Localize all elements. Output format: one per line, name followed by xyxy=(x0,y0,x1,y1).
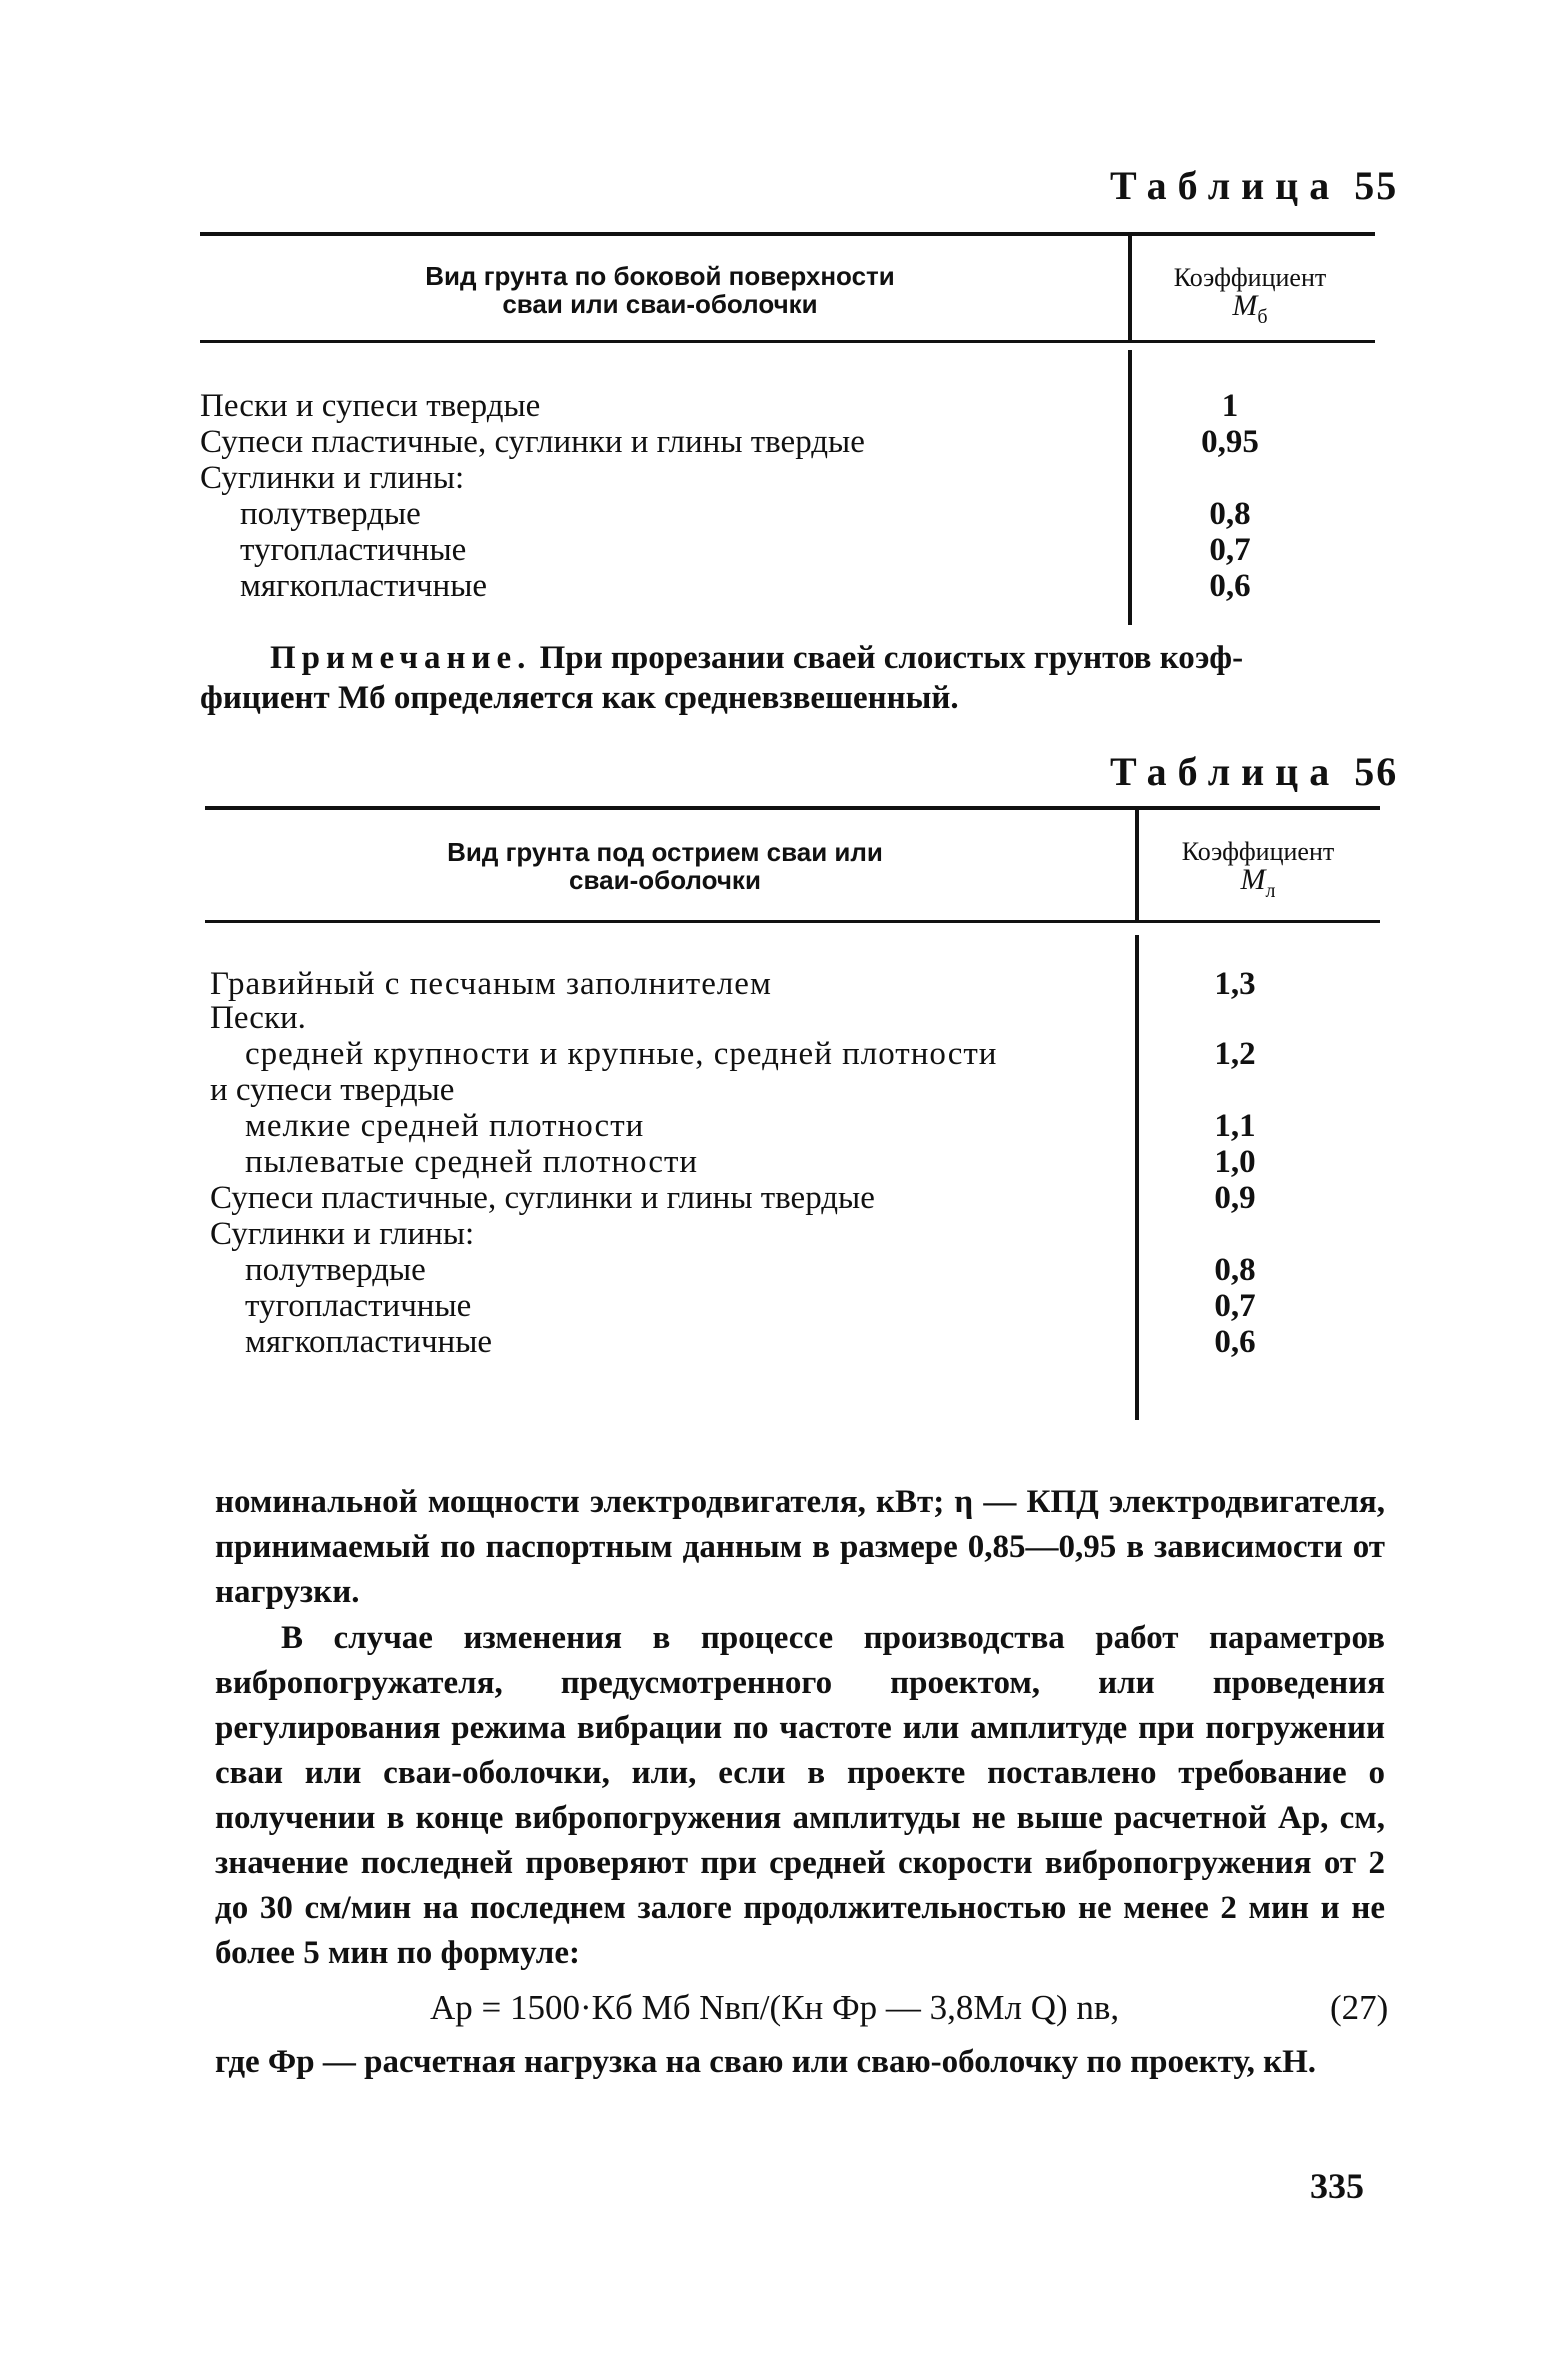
table55-body-divider xyxy=(1128,350,1132,625)
table56-row-label: Суглинки и глины: xyxy=(210,1216,475,1252)
table55-row-label: мягкопластичные xyxy=(240,568,488,604)
table55-top-rule xyxy=(200,232,1375,236)
table56-row-value: 0,8 xyxy=(1214,1252,1256,1288)
table55-header-divider xyxy=(1128,236,1132,340)
table55-row-value: 0,95 xyxy=(1201,424,1259,460)
table55-col1-header: Вид грунта по боковой поверхности сваи или сваи-оболочки xyxy=(425,261,895,319)
table56-top-rule xyxy=(205,806,1380,810)
table55-row-value: 1 xyxy=(1221,388,1239,424)
table56-row-label: средней крупности и крупные, средней плотности xyxy=(245,1036,998,1072)
table55-note-cont: фициент Мб определяется как средневзвешенный. xyxy=(200,680,959,716)
body-paragraph-2: В случае изменения в процессе производства работ параметров вибропогружателя, предусмотренного проектом, или проведения регулирования режима вибрации по частоте или амплитуде при погружении сваи или сваи-оболочки, или, если в проекте поставлено требование о получении в конце вибропогружения амплитуды не выше расчетной Ар, см, значение последней проверяют при средней скорости вибропогружения от 2 до 30 см/мин на последнем залоге продолжительностью не менее 2 мин и не более 5 мин по формуле: xyxy=(215,1620,1385,1971)
table55-col2-header: Коэффициент $M_б$ xyxy=(1173,263,1327,328)
table55-row-label: Пески и супеси твердые xyxy=(200,388,541,424)
table56-row-label: Супеси пластичные, суглинки и глины твердые xyxy=(210,1180,875,1216)
table56-col2-header: Коэффициент $M_л$ xyxy=(1181,837,1335,902)
table56-row-label: и супеси твердые xyxy=(210,1072,455,1108)
table56-header-rule xyxy=(205,920,1380,923)
table55-row-value: 0,8 xyxy=(1209,496,1251,532)
table56-row-value: 1,3 xyxy=(1214,966,1256,1002)
body-paragraph-3: где Фр — расчетная нагрузка на сваю или сваю-оболочку по проекту, кН. xyxy=(215,2044,1317,2080)
table56-row-label: пылеватые средней плотности xyxy=(245,1144,699,1180)
table56-body-divider xyxy=(1135,935,1139,1420)
table55-row-label: Супеси пластичные, суглинки и глины твердые xyxy=(200,424,865,460)
table56-row-value: 0,9 xyxy=(1214,1180,1256,1216)
formula-number: (27) xyxy=(1330,1988,1389,2027)
table56-row-value: 1,0 xyxy=(1214,1144,1256,1180)
table55-caption: Таблица 55 xyxy=(1110,163,1399,208)
table55-row-value: 0,7 xyxy=(1209,532,1251,568)
table55-row-label: Суглинки и глины: xyxy=(200,460,465,496)
table56-row-value: 0,7 xyxy=(1214,1288,1256,1324)
table56-header-divider xyxy=(1135,810,1139,920)
table55-row-value: 0,6 xyxy=(1209,568,1251,604)
table56-row-value: 1,2 xyxy=(1214,1036,1256,1072)
body-paragraph-1: номинальной мощности электродвигателя, кВт; η — КПД электродвигателя, принимаемый по паспортным данным в размере 0,85—0,95 в зависимости от нагрузки. xyxy=(215,1484,1385,1610)
table56-row-label: Пески. xyxy=(210,1000,306,1036)
table56-row-value: 0,6 xyxy=(1214,1324,1256,1360)
table56-row-value: 1,1 xyxy=(1214,1108,1256,1144)
page-number: 335 xyxy=(1310,2166,1364,2206)
table55-row-label: тугопластичные xyxy=(240,532,467,568)
table56-row-label: мелкие средней плотности xyxy=(245,1108,645,1144)
table56-col1-header: Вид грунта под острием сваи или сваи-оболочки xyxy=(447,837,883,895)
formula-27: Ар = 1500·Кб Мб Nвп/(Кн Фр — 3,8Мл Q) nв, xyxy=(430,1988,1120,2027)
table55-note: Примечание. При прорезании сваей слоистых грунтов коэф- xyxy=(270,640,1244,676)
table56-row-label: Гравийный с песчаным заполнителем xyxy=(210,966,772,1002)
table56-caption: Таблица 56 xyxy=(1110,749,1399,794)
table55-row-label: полутвердые xyxy=(240,496,421,532)
table56-row-label: тугопластичные xyxy=(245,1288,472,1324)
table55-header-rule xyxy=(200,340,1375,343)
table56-row-label: мягкопластичные xyxy=(245,1324,493,1360)
table56-row-label: полутвердые xyxy=(245,1252,426,1288)
